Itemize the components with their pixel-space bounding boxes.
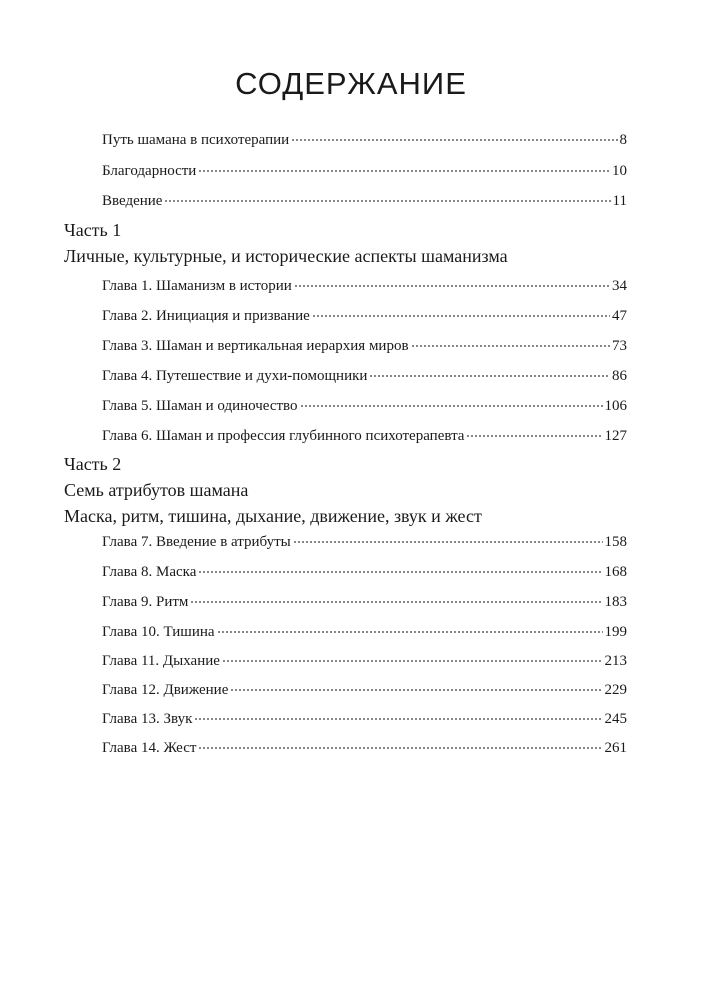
toc-entry-label: Путь шамана в психотерапии	[102, 132, 290, 148]
toc-page-number: 127	[604, 428, 627, 444]
toc-entry-chapter-14[interactable]	[102, 738, 627, 758]
toc-entry-label: Глава 13. Звук	[102, 711, 193, 727]
toc-page-number: 199	[604, 624, 627, 640]
toc-entry-chapter-1[interactable]	[102, 276, 627, 296]
toc-entry-chapter-6[interactable]	[102, 426, 627, 446]
toc-page-number: 245	[604, 711, 627, 727]
toc-entry-label: Глава 10. Тишина	[102, 624, 215, 640]
toc-page-number: 261	[604, 740, 627, 756]
toc-page-number: 183	[604, 594, 627, 610]
dot-leader	[294, 285, 610, 287]
toc-entry-chapter-3[interactable]	[102, 336, 627, 356]
toc-entry-label: Введение	[102, 193, 163, 209]
toc-entry-label: Глава 6. Шаман и профессия глубинного психотерапевта	[102, 428, 465, 444]
toc-entry-label: Глава 11. Дыхание	[102, 653, 220, 669]
toc-page-number: 229	[604, 682, 627, 698]
toc-entry-chapter-4[interactable]	[102, 366, 627, 386]
part-2-number: Часть 2	[64, 454, 122, 474]
toc-page-number: 34	[612, 278, 627, 294]
toc-entry-label: Глава 2. Инициация и призвание	[102, 308, 310, 324]
toc-entry-label: Глава 7. Введение в атрибуты	[102, 534, 291, 550]
page-title: СОДЕРЖАНИЕ	[235, 66, 467, 101]
toc-entry-label: Глава 12. Движение	[102, 682, 229, 698]
dot-leader	[198, 747, 602, 749]
toc-page-number: 86	[612, 368, 627, 384]
dot-leader	[411, 345, 610, 347]
toc-entry-chapter-7[interactable]	[102, 532, 627, 552]
toc-page-number: 11	[612, 193, 627, 209]
toc-entry-chapter-13[interactable]	[102, 709, 627, 729]
dot-leader	[369, 375, 610, 377]
dot-leader	[194, 718, 602, 720]
dot-leader	[198, 571, 602, 573]
toc-entry-chapter-10[interactable]	[102, 622, 627, 642]
toc-page-number: 213	[604, 653, 627, 669]
toc-entry-label: Глава 5. Шаман и одиночество	[102, 398, 298, 414]
dot-leader	[230, 689, 602, 691]
toc-entry-chapter-12[interactable]	[102, 680, 627, 700]
toc-entry-label: Благодарности	[102, 163, 197, 179]
toc-page-number: 158	[604, 534, 627, 550]
part-1-title: Личные, культурные, и исторические аспекты шаманизма	[64, 246, 508, 266]
dot-leader	[164, 200, 610, 202]
dot-leader	[466, 435, 602, 437]
toc-page-number: 106	[604, 398, 627, 414]
toc-entry-chapter-2[interactable]	[102, 306, 627, 326]
toc-entry-label: Глава 9. Ритм	[102, 594, 189, 610]
toc-entry-preface[interactable]	[102, 130, 627, 150]
toc-entry-label: Глава 4. Путешествие и духи-помощники	[102, 368, 368, 384]
toc-page-number: 10	[612, 163, 627, 179]
dot-leader	[312, 315, 610, 317]
toc-entry-chapter-11[interactable]	[102, 651, 627, 671]
toc-page-number: 73	[612, 338, 627, 354]
toc-entry-chapter-9[interactable]	[102, 592, 627, 612]
toc-entry-chapter-8[interactable]	[102, 562, 627, 582]
dot-leader	[300, 405, 603, 407]
part-2-title: Семь атрибутов шамана	[64, 480, 249, 500]
dot-leader	[293, 541, 603, 543]
dot-leader	[222, 660, 603, 662]
toc-entry-label: Глава 3. Шаман и вертикальная иерархия миров	[102, 338, 409, 354]
dot-leader	[217, 631, 603, 633]
toc-entry-label: Глава 1. Шаманизм в истории	[102, 278, 292, 294]
toc-page-number: 8	[619, 132, 627, 148]
toc-entry-introduction[interactable]	[102, 191, 627, 211]
toc-entry-label: Глава 8. Маска	[102, 564, 197, 580]
toc-entry-label: Глава 14. Жест	[102, 740, 197, 756]
dot-leader	[291, 139, 617, 141]
toc-page-number: 47	[612, 308, 627, 324]
toc-entry-chapter-5[interactable]	[102, 396, 627, 416]
dot-leader	[190, 601, 602, 603]
toc-entry-acknowledgements[interactable]	[102, 161, 627, 181]
part-1-number: Часть 1	[64, 220, 122, 240]
toc-page-number: 168	[604, 564, 627, 580]
dot-leader	[198, 170, 610, 172]
part-2-subtitle: Маска, ритм, тишина, дыхание, движение, звук и жест	[64, 506, 482, 526]
